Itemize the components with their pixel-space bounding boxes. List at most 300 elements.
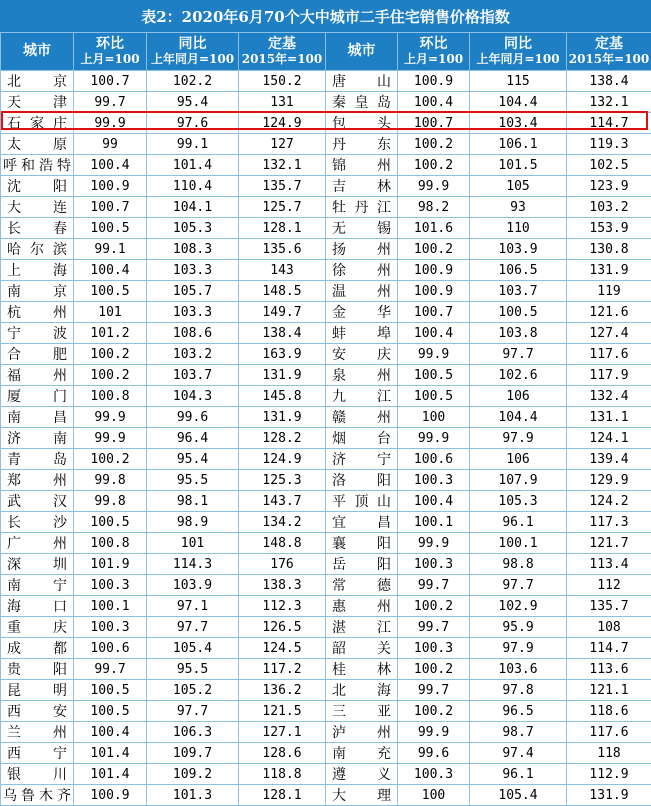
- base-cell: 128.2: [239, 428, 326, 449]
- mom-cell: 99.9: [398, 344, 470, 365]
- yoy-cell: 115: [470, 71, 567, 92]
- yoy-cell: 99.1: [147, 134, 239, 155]
- base-cell: 125.3: [239, 470, 326, 491]
- mom-cell: 100.9: [398, 260, 470, 281]
- mom-cell: 100.3: [74, 575, 147, 596]
- base-cell: 123.9: [567, 176, 651, 197]
- city-cell: 大 连: [1, 197, 74, 218]
- mom-cell: 99.9: [74, 428, 147, 449]
- header-mom: [74, 33, 147, 71]
- mom-cell: 101.6: [398, 218, 470, 239]
- yoy-cell: 98.1: [147, 491, 239, 512]
- mom-cell: 100.8: [74, 386, 147, 407]
- mom-cell: 100.2: [398, 701, 470, 722]
- yoy-cell: 105.4: [147, 638, 239, 659]
- base-cell: 148.5: [239, 281, 326, 302]
- mom-cell: 100.3: [398, 470, 470, 491]
- yoy-cell: 106: [470, 386, 567, 407]
- yoy-cell: 104.1: [147, 197, 239, 218]
- city-cell: 天 津: [1, 92, 74, 113]
- table-row: [1, 533, 651, 554]
- city-cell: 重 庆: [1, 617, 74, 638]
- base-cell: 108: [567, 617, 651, 638]
- mom-cell: 100.7: [398, 113, 470, 134]
- yoy-cell: 105.3: [147, 218, 239, 239]
- table-row: [1, 113, 651, 134]
- table-row: [1, 575, 651, 596]
- base-cell: 117.6: [567, 344, 651, 365]
- base-cell: 114.7: [567, 638, 651, 659]
- city-cell: 西 安: [1, 701, 74, 722]
- base-cell: 132.4: [567, 386, 651, 407]
- city-cell: 桂 林: [326, 659, 398, 680]
- table-body: [1, 71, 651, 806]
- base-cell: 124.5: [239, 638, 326, 659]
- mom-cell: 101.2: [74, 323, 147, 344]
- header-base-bottom: 2015年=100: [239, 52, 325, 67]
- yoy-cell: 100.5: [470, 302, 567, 323]
- mom-cell: 100.9: [74, 785, 147, 806]
- base-cell: 135.6: [239, 239, 326, 260]
- yoy-cell: 97.7: [147, 617, 239, 638]
- base-cell: 138.3: [239, 575, 326, 596]
- yoy-cell: 109.7: [147, 743, 239, 764]
- table-row: [1, 743, 651, 764]
- header-mom-bottom: 上月=100: [74, 52, 146, 67]
- mom-cell: 100.5: [74, 701, 147, 722]
- mom-cell: 100.5: [398, 386, 470, 407]
- header-mom-top-2: 环比: [398, 37, 469, 52]
- mom-cell: 100.7: [398, 302, 470, 323]
- yoy-cell: 97.4: [470, 743, 567, 764]
- city-cell: 厦 门: [1, 386, 74, 407]
- header-base-2: [567, 33, 651, 71]
- yoy-cell: 95.5: [147, 659, 239, 680]
- mom-cell: 100.9: [74, 176, 147, 197]
- city-cell: 唐 山: [326, 71, 398, 92]
- yoy-cell: 97.6: [147, 113, 239, 134]
- city-cell: 深 圳: [1, 554, 74, 575]
- city-cell: 南 昌: [1, 407, 74, 428]
- base-cell: 102.5: [567, 155, 651, 176]
- yoy-cell: 106.3: [147, 722, 239, 743]
- city-cell: 济 南: [1, 428, 74, 449]
- yoy-cell: 101.4: [147, 155, 239, 176]
- base-cell: 124.2: [567, 491, 651, 512]
- base-cell: 118.8: [239, 764, 326, 785]
- mom-cell: 100.3: [398, 638, 470, 659]
- base-cell: 124.9: [239, 113, 326, 134]
- yoy-cell: 103.7: [147, 365, 239, 386]
- yoy-cell: 97.7: [470, 575, 567, 596]
- yoy-cell: 104.3: [147, 386, 239, 407]
- yoy-cell: 104.4: [470, 407, 567, 428]
- city-cell: 湛 江: [326, 617, 398, 638]
- city-cell: 平顶山: [326, 491, 398, 512]
- table-row: [1, 785, 651, 806]
- table-row: [1, 365, 651, 386]
- yoy-cell: 103.2: [147, 344, 239, 365]
- mom-cell: 100.2: [398, 134, 470, 155]
- table-row: [1, 386, 651, 407]
- table-row: [1, 323, 651, 344]
- base-cell: 126.5: [239, 617, 326, 638]
- header-base-bottom-2: 2015年=100: [567, 52, 651, 67]
- table-row: [1, 239, 651, 260]
- mom-cell: 99.9: [74, 113, 147, 134]
- city-cell: 郑 州: [1, 470, 74, 491]
- city-cell: 温 州: [326, 281, 398, 302]
- mom-cell: 98.2: [398, 197, 470, 218]
- mom-cell: 99.9: [398, 722, 470, 743]
- yoy-cell: 98.7: [470, 722, 567, 743]
- base-cell: 119.3: [567, 134, 651, 155]
- yoy-cell: 95.9: [470, 617, 567, 638]
- city-cell: 秦皇岛: [326, 92, 398, 113]
- table-row: [1, 491, 651, 512]
- header-yoy-top: 同比: [147, 37, 238, 52]
- yoy-cell: 105.2: [147, 680, 239, 701]
- city-cell: 银 川: [1, 764, 74, 785]
- header-yoy-bottom: 上年同月=100: [147, 52, 238, 67]
- mom-cell: 100.3: [74, 617, 147, 638]
- yoy-cell: 101.3: [147, 785, 239, 806]
- mom-cell: 100.2: [74, 365, 147, 386]
- city-cell: 包 头: [326, 113, 398, 134]
- base-cell: 149.7: [239, 302, 326, 323]
- mom-cell: 99.1: [74, 239, 147, 260]
- table-row: [1, 260, 651, 281]
- mom-cell: 99.7: [74, 659, 147, 680]
- yoy-cell: 107.9: [470, 470, 567, 491]
- mom-cell: 100.2: [398, 596, 470, 617]
- base-cell: 163.9: [239, 344, 326, 365]
- table-row: [1, 302, 651, 323]
- header-base-top: 定基: [239, 37, 325, 52]
- base-cell: 143.7: [239, 491, 326, 512]
- city-cell: 蚌 埠: [326, 323, 398, 344]
- mom-cell: 100.9: [398, 281, 470, 302]
- table-row: [1, 197, 651, 218]
- table-row: [1, 659, 651, 680]
- mom-cell: 99.7: [398, 617, 470, 638]
- yoy-cell: 100.1: [470, 533, 567, 554]
- yoy-cell: 101.5: [470, 155, 567, 176]
- mom-cell: 100: [398, 785, 470, 806]
- table-row: [1, 71, 651, 92]
- table-row: [1, 470, 651, 491]
- city-cell: 锦 州: [326, 155, 398, 176]
- mom-cell: 100.5: [74, 512, 147, 533]
- city-cell: 金 华: [326, 302, 398, 323]
- header-mom-2: [398, 33, 470, 71]
- base-cell: 131.9: [567, 260, 651, 281]
- city-cell: 洛 阳: [326, 470, 398, 491]
- base-cell: 127: [239, 134, 326, 155]
- mom-cell: 100.2: [74, 344, 147, 365]
- yoy-cell: 109.2: [147, 764, 239, 785]
- table-row: [1, 176, 651, 197]
- table-row: [1, 680, 651, 701]
- header-base: [239, 33, 326, 71]
- table-row: [1, 155, 651, 176]
- header-row: [1, 33, 651, 71]
- table-row: [1, 92, 651, 113]
- header-yoy-bottom-2: 上年同月=100: [470, 52, 566, 67]
- mom-cell: 99: [74, 134, 147, 155]
- table-row: [1, 449, 651, 470]
- price-index-table: [0, 32, 651, 806]
- base-cell: 124.9: [239, 449, 326, 470]
- yoy-cell: 96.1: [470, 512, 567, 533]
- yoy-cell: 96.1: [470, 764, 567, 785]
- city-cell: 韶 关: [326, 638, 398, 659]
- base-cell: 131: [239, 92, 326, 113]
- base-cell: 129.9: [567, 470, 651, 491]
- city-cell: 沈 阳: [1, 176, 74, 197]
- yoy-cell: 98.8: [470, 554, 567, 575]
- mom-cell: 100.2: [398, 659, 470, 680]
- city-cell: 九 江: [326, 386, 398, 407]
- mom-cell: 100.3: [398, 554, 470, 575]
- yoy-cell: 96.5: [470, 701, 567, 722]
- header-base-top-2: 定基: [567, 37, 651, 52]
- city-cell: 合 肥: [1, 344, 74, 365]
- yoy-cell: 105.3: [470, 491, 567, 512]
- yoy-cell: 110.4: [147, 176, 239, 197]
- mom-cell: 99.7: [74, 92, 147, 113]
- city-cell: 福 州: [1, 365, 74, 386]
- mom-cell: 100.4: [398, 491, 470, 512]
- yoy-cell: 110: [470, 218, 567, 239]
- base-cell: 117.6: [567, 722, 651, 743]
- mom-cell: 100.3: [398, 764, 470, 785]
- city-cell: 牡丹江: [326, 197, 398, 218]
- yoy-cell: 95.4: [147, 92, 239, 113]
- header-yoy-top-2: 同比: [470, 37, 566, 52]
- base-cell: 132.1: [567, 92, 651, 113]
- city-cell: 丹 东: [326, 134, 398, 155]
- base-cell: 128.1: [239, 785, 326, 806]
- mom-cell: 100.7: [74, 71, 147, 92]
- mom-cell: 101.9: [74, 554, 147, 575]
- base-cell: 117.9: [567, 365, 651, 386]
- base-cell: 153.9: [567, 218, 651, 239]
- yoy-cell: 103.8: [470, 323, 567, 344]
- table-row: [1, 701, 651, 722]
- base-cell: 138.4: [567, 71, 651, 92]
- mom-cell: 99.8: [74, 491, 147, 512]
- city-cell: 乌鲁木齐: [1, 785, 74, 806]
- city-cell: 南 充: [326, 743, 398, 764]
- table-title: 表2：2020年6月70个大中城市二手住宅销售价格指数: [0, 0, 651, 33]
- base-cell: 135.7: [239, 176, 326, 197]
- header-city-2: 城市: [326, 33, 398, 71]
- mom-cell: 100.7: [74, 197, 147, 218]
- yoy-cell: 106.5: [470, 260, 567, 281]
- base-cell: 136.2: [239, 680, 326, 701]
- base-cell: 114.7: [567, 113, 651, 134]
- base-cell: 145.8: [239, 386, 326, 407]
- yoy-cell: 97.1: [147, 596, 239, 617]
- mom-cell: 100.5: [74, 281, 147, 302]
- base-cell: 103.2: [567, 197, 651, 218]
- city-cell: 长 春: [1, 218, 74, 239]
- yoy-cell: 95.5: [147, 470, 239, 491]
- mom-cell: 100.4: [74, 155, 147, 176]
- base-cell: 131.1: [567, 407, 651, 428]
- yoy-cell: 108.6: [147, 323, 239, 344]
- base-cell: 138.4: [239, 323, 326, 344]
- base-cell: 117.3: [567, 512, 651, 533]
- table-row: [1, 764, 651, 785]
- yoy-cell: 103.3: [147, 260, 239, 281]
- mom-cell: 100.4: [398, 92, 470, 113]
- city-cell: 常 德: [326, 575, 398, 596]
- yoy-cell: 104.4: [470, 92, 567, 113]
- mom-cell: 100.1: [74, 596, 147, 617]
- mom-cell: 100.2: [398, 155, 470, 176]
- base-cell: 131.9: [239, 407, 326, 428]
- base-cell: 130.8: [567, 239, 651, 260]
- mom-cell: 101.4: [74, 764, 147, 785]
- city-cell: 北 京: [1, 71, 74, 92]
- base-cell: 121.1: [567, 680, 651, 701]
- city-cell: 青 岛: [1, 449, 74, 470]
- yoy-cell: 97.9: [470, 428, 567, 449]
- table-row: [1, 596, 651, 617]
- base-cell: 117.2: [239, 659, 326, 680]
- mom-cell: 99.8: [74, 470, 147, 491]
- yoy-cell: 97.8: [470, 680, 567, 701]
- table-row: [1, 554, 651, 575]
- city-cell: 石家庄: [1, 113, 74, 134]
- yoy-cell: 95.4: [147, 449, 239, 470]
- table-row: [1, 344, 651, 365]
- table-row: [1, 722, 651, 743]
- base-cell: 118: [567, 743, 651, 764]
- city-cell: 北 海: [326, 680, 398, 701]
- yoy-cell: 97.7: [470, 344, 567, 365]
- yoy-cell: 98.9: [147, 512, 239, 533]
- city-cell: 大 理: [326, 785, 398, 806]
- yoy-cell: 97.7: [147, 701, 239, 722]
- base-cell: 113.4: [567, 554, 651, 575]
- city-cell: 呼和浩特: [1, 155, 74, 176]
- city-cell: 襄 阳: [326, 533, 398, 554]
- mom-cell: 101: [74, 302, 147, 323]
- yoy-cell: 102.9: [470, 596, 567, 617]
- mom-cell: 99.9: [398, 428, 470, 449]
- mom-cell: 100.8: [74, 533, 147, 554]
- yoy-cell: 96.4: [147, 428, 239, 449]
- table-row: [1, 407, 651, 428]
- city-cell: 成 都: [1, 638, 74, 659]
- mom-cell: 100.4: [74, 722, 147, 743]
- base-cell: 121.7: [567, 533, 651, 554]
- yoy-cell: 103.7: [470, 281, 567, 302]
- header-yoy: [147, 33, 239, 71]
- base-cell: 112.9: [567, 764, 651, 785]
- city-cell: 烟 台: [326, 428, 398, 449]
- mom-cell: 100.4: [398, 323, 470, 344]
- yoy-cell: 103.4: [470, 113, 567, 134]
- mom-cell: 100.5: [74, 218, 147, 239]
- city-cell: 遵 义: [326, 764, 398, 785]
- mom-cell: 100.2: [74, 449, 147, 470]
- city-cell: 徐 州: [326, 260, 398, 281]
- yoy-cell: 93: [470, 197, 567, 218]
- yoy-cell: 99.6: [147, 407, 239, 428]
- mom-cell: 101.4: [74, 743, 147, 764]
- header-mom-top: 环比: [74, 37, 146, 52]
- city-cell: 南 宁: [1, 575, 74, 596]
- mom-cell: 100.6: [74, 638, 147, 659]
- table-row: [1, 617, 651, 638]
- mom-cell: 99.6: [398, 743, 470, 764]
- table-row: [1, 428, 651, 449]
- city-cell: 贵 阳: [1, 659, 74, 680]
- base-cell: 127.1: [239, 722, 326, 743]
- base-cell: 131.9: [567, 785, 651, 806]
- base-cell: 113.6: [567, 659, 651, 680]
- mom-cell: 99.9: [74, 407, 147, 428]
- base-cell: 131.9: [239, 365, 326, 386]
- header-mom-bottom-2: 上月=100: [398, 52, 469, 67]
- base-cell: 135.7: [567, 596, 651, 617]
- city-cell: 赣 州: [326, 407, 398, 428]
- yoy-cell: 103.6: [470, 659, 567, 680]
- yoy-cell: 105: [470, 176, 567, 197]
- city-cell: 哈尔滨: [1, 239, 74, 260]
- city-cell: 海 口: [1, 596, 74, 617]
- table-row: [1, 512, 651, 533]
- yoy-cell: 102.6: [470, 365, 567, 386]
- yoy-cell: 108.3: [147, 239, 239, 260]
- city-cell: 安 庆: [326, 344, 398, 365]
- base-cell: 128.1: [239, 218, 326, 239]
- city-cell: 宜 昌: [326, 512, 398, 533]
- base-cell: 119: [567, 281, 651, 302]
- mom-cell: 99.7: [398, 680, 470, 701]
- base-cell: 148.8: [239, 533, 326, 554]
- city-cell: 三 亚: [326, 701, 398, 722]
- mom-cell: 100.9: [398, 71, 470, 92]
- mom-cell: 100.5: [74, 680, 147, 701]
- base-cell: 112.3: [239, 596, 326, 617]
- base-cell: 143: [239, 260, 326, 281]
- city-cell: 西 宁: [1, 743, 74, 764]
- mom-cell: 99.9: [398, 533, 470, 554]
- mom-cell: 100.2: [398, 239, 470, 260]
- yoy-cell: 105.7: [147, 281, 239, 302]
- base-cell: 176: [239, 554, 326, 575]
- yoy-cell: 105.4: [470, 785, 567, 806]
- mom-cell: 99.7: [398, 575, 470, 596]
- table-row: [1, 638, 651, 659]
- mom-cell: 100.5: [398, 365, 470, 386]
- city-cell: 泸 州: [326, 722, 398, 743]
- yoy-cell: 102.2: [147, 71, 239, 92]
- table-row: [1, 134, 651, 155]
- mom-cell: 100.6: [398, 449, 470, 470]
- base-cell: 125.7: [239, 197, 326, 218]
- base-cell: 124.1: [567, 428, 651, 449]
- city-cell: 南 京: [1, 281, 74, 302]
- city-cell: 扬 州: [326, 239, 398, 260]
- mom-cell: 99.9: [398, 176, 470, 197]
- mom-cell: 100.4: [74, 260, 147, 281]
